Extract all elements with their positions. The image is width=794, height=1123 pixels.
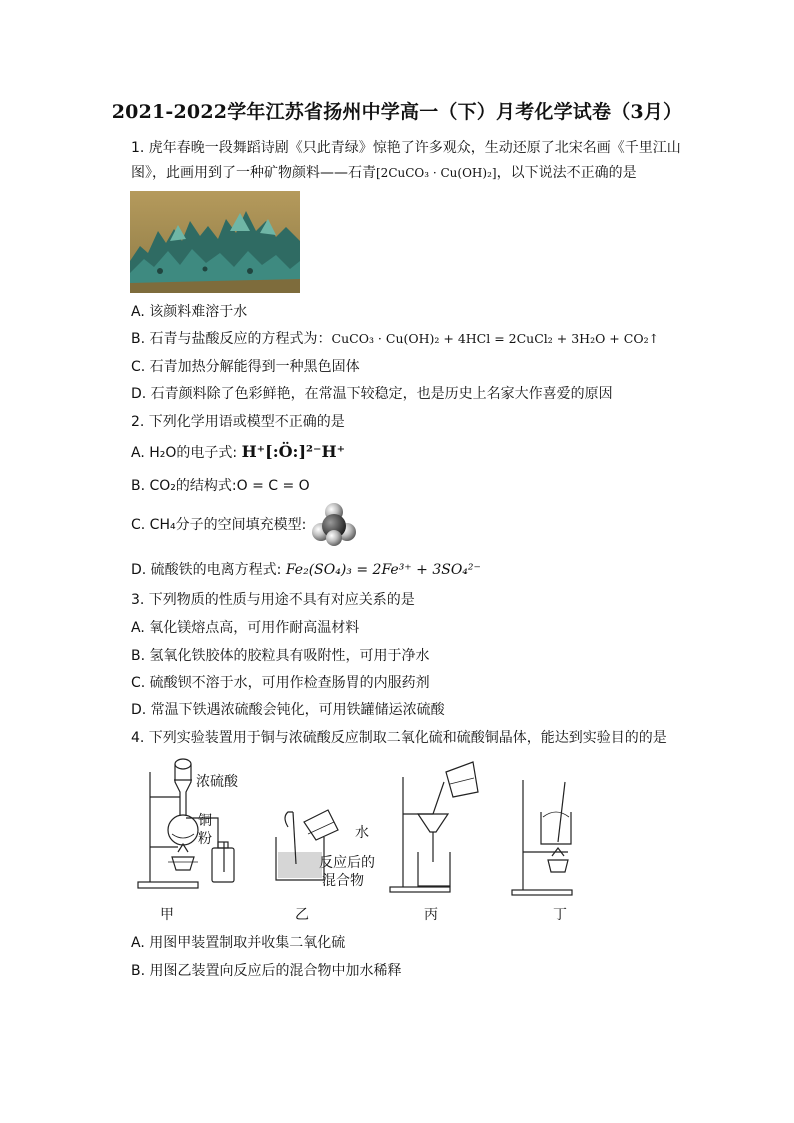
q2-stem: 2. 下列化学用语或模型不正确的是 — [131, 414, 345, 430]
q1-option-a: A. 该颜料难溶于水 — [131, 304, 248, 320]
q3-option-a: A. 氧化镁熔点高，可用作耐高温材料 — [131, 620, 360, 636]
q2-option-a — [131, 443, 345, 462]
label-copper-2: 粉 — [198, 831, 212, 847]
q3-stem: 3. 下列物质的性质与用途不具有对应关系的是 — [131, 592, 415, 608]
q2-option-d — [131, 561, 481, 579]
landscape-painting-image — [130, 191, 300, 293]
q1-option-d: D. 石青颜料除了色彩鲜艳，在常温下较稳定，也是历史上名家大作喜爱的原因 — [131, 386, 613, 402]
q2-option-c: C. CH₄分子的空间填充模型: — [131, 517, 307, 533]
q3-option-c: C. 硫酸钡不溶于水，可用作检查肠胃的内服药剂 — [131, 675, 430, 691]
q1-stem-text-a: 图》，此画用到了一种矿物颜料——石青 — [131, 165, 376, 181]
q1-option-b-text: B. 石青与盐酸反应的方程式为： — [131, 331, 332, 347]
q2-option-a-electron-formula: H⁺[:Ö:]²⁻H⁺ — [241, 442, 346, 461]
q2-option-d-equation: Fe₂(SO₄)₃ = 2Fe³⁺ + 3SO₄²⁻ — [285, 562, 481, 578]
label-mixture-2: 混合物 — [322, 873, 364, 889]
q1-stem-text-b: ，以下说法不正确的是 — [496, 165, 637, 181]
q1-option-b — [131, 330, 659, 348]
label-water: 水 — [355, 825, 369, 841]
q2-option-d-text: D. 硫酸铁的电离方程式: — [131, 562, 286, 578]
apparatus-bing — [390, 762, 478, 892]
q1-formula: [2CuCO₃ · Cu(OH)₂] — [376, 166, 497, 180]
q1-stem-line1: 1. 虎年春晚一段舞蹈诗剧《只此青绿》惊艳了许多观众，生动还原了北宋名画《千里江山 — [131, 140, 681, 156]
q1-option-c: C. 石青加热分解能得到一种黑色固体 — [131, 359, 360, 375]
q1-option-b-equation: CuCO₃ · Cu(OH)₂ + 4HCl = 2CuCl₂ + 3H₂O + CO₂↑ — [331, 331, 660, 346]
q4-option-a: A. 用图甲装置制取并收集二氧化硫 — [131, 935, 346, 951]
q4-stem: 4. 下列实验装置用于铜与浓硫酸反应制取二氧化硫和硫酸铜晶体，能达到实验目的的是 — [131, 730, 667, 746]
q3-option-b: B. 氢氧化铁胶体的胶粒具有吸附性，可用于净水 — [131, 648, 430, 664]
figure-label-yi: 乙 — [295, 907, 309, 923]
label-copper-1: 铜 — [198, 813, 212, 829]
figure-label-jia: 甲 — [160, 907, 174, 923]
q4-option-b: B. 用图乙装置向反应后的混合物中加水稀释 — [131, 963, 402, 979]
q3-option-d: D. 常温下铁遇浓硫酸会钝化，可用铁罐储运浓硫酸 — [131, 702, 445, 718]
q1-stem-line2 — [131, 164, 637, 182]
q2-option-a-text: A. H₂O的电子式: — [131, 445, 242, 461]
figure-label-bing: 丙 — [424, 907, 438, 923]
label-conc-sulfuric-acid: 浓硫酸 — [196, 774, 238, 790]
figure-label-ding: 丁 — [553, 907, 567, 923]
apparatus-ding — [512, 780, 572, 895]
page-title: 2021-2022学年江苏省扬州中学高一（下）月考化学试卷（3月） — [111, 101, 683, 123]
label-mixture-1: 反应后的 — [319, 855, 375, 871]
methane-space-filling-model-icon — [311, 502, 357, 548]
q2-option-b: B. CO₂的结构式:O = C = O — [131, 478, 310, 494]
